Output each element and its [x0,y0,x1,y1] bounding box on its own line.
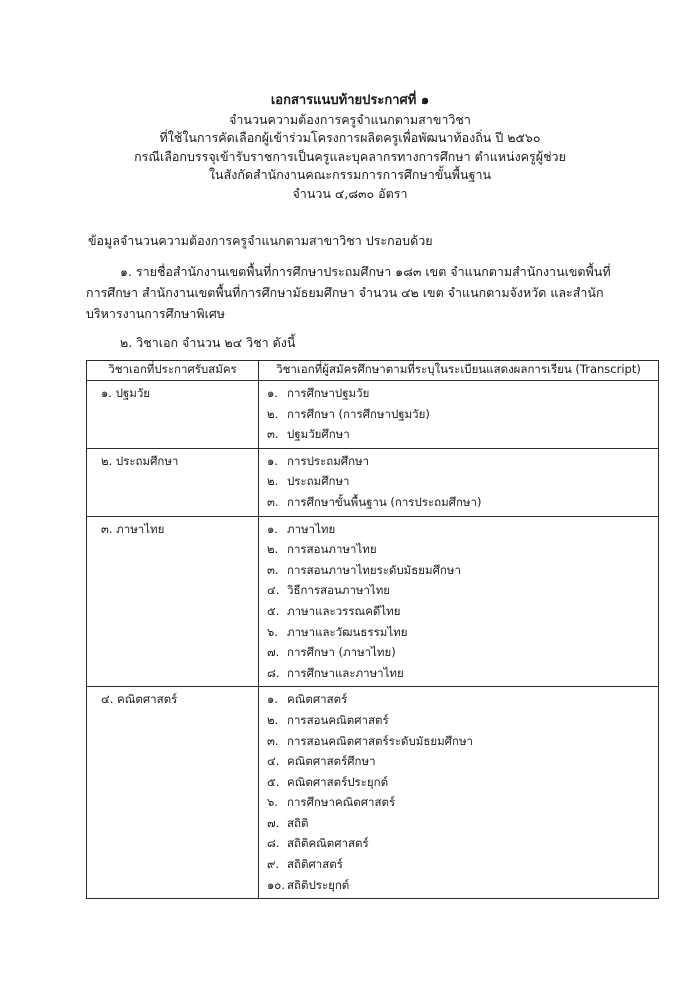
list-item: ๔. คณิตศาสตร์ศึกษา [267,754,376,769]
list-item: ๓. ปฐมวัยศึกษา [267,427,350,442]
item1-line: ๑. รายชื่อสำนักงานเขตพื้นที่การศึกษาประถมศึกษา ๑๘๓ เขต จำแนกตามสำนักงานเขตพื้นที่ [120,264,611,279]
category-label: ๔. คณิตศาสตร์ [101,692,178,707]
list-item: ๑. การประถมศึกษา [267,453,370,468]
table-row [87,516,659,687]
list-item: ๒. ประถมศึกษา [267,474,350,489]
table-row [87,687,659,899]
header-transcript-major: วิชาเอกที่ผู้สมัครศึกษาตามที่ระบุในระเบียนแสดงผลการเรียน (Transcript) [259,361,659,381]
heading-line: ในสังกัดสำนักงานคณะกรรมการการศึกษาขั้นพื้นฐาน [208,167,492,182]
list-item: ๑. คณิตศาสตร์ [267,692,348,707]
header-advertised-major: วิชาเอกที่ประกาศรับสมัคร [87,361,259,381]
list-item: ๓. การสอนภาษาไทยระดับมัธยมศึกษา [267,562,461,577]
list-item: ๗. การศึกษา (ภาษาไทย) [267,645,396,660]
document-title: เอกสารแนบท้ายประกาศที่ ๑ [270,93,430,108]
table-header-row [87,361,659,381]
list-item: ๕. คณิตศาสตร์ประยุกต์ [267,774,389,789]
list-item: ๘. การศึกษาและภาษาไทย [267,665,404,680]
category-label: ๑. ปฐมวัย [101,386,151,400]
list-item: ๓. การศึกษาขั้นพื้นฐาน (การประถมศึกษา) [267,494,482,509]
intro-paragraph: ข้อมูลจำนวนความต้องการครูจำแนกตามสาขาวิชา ประกอบด้วย [88,233,433,248]
list-item: ๑. การศึกษาปฐมวัย [267,386,370,400]
heading-line: จำนวน ๔,๘๓๐ อัตรา [292,185,408,201]
list-item: ๕. ภาษาและวรรณคดีไทย [267,603,401,618]
list-item: ๘. สถิติคณิตศาสตร์ [267,836,369,851]
document-heading [0,92,700,203]
list-item: ๖. ภาษาและวัฒนธรรมไทย [267,624,408,639]
table-row [87,448,659,516]
list-item: ๒. การศึกษา (การศึกษาปฐมวัย) [267,406,430,421]
item2-heading: ๒. วิชาเอก จำนวน ๒๔ วิชา ดังนี้ [120,335,296,350]
category-label: ๒. ประถมศึกษา [101,453,179,468]
list-item: ๗. สถิติ [267,815,309,830]
category-label: ๓. ภาษาไทย [101,521,165,536]
list-item: ๓. การสอนคณิตศาสตร์ระดับมัธยมศึกษา [267,733,473,748]
list-item: ๖. การศึกษาคณิตศาสตร์ [267,795,396,810]
list-item: ๒. การสอนภาษาไทย [267,542,377,557]
list-item: ๙. สถิติศาสตร์ [267,857,343,872]
list-item: ๔. วิธีการสอนภาษาไทย [267,583,391,598]
table-row [87,381,659,449]
item1-line: การศึกษา สำนักงานเขตพื้นที่การศึกษามัธยมศึกษา จำนวน ๔๒ เขต จำแนกตามจังหวัด และสำนัก [86,285,604,300]
item1-line: บริหารงานการศึกษาพิเศษ [86,306,226,321]
heading-line: จำนวนความต้องการครูจำแนกตามสาขาวิชา [229,111,471,127]
majors-table [86,360,659,899]
list-item: ๒. การสอนคณิตศาสตร์ [267,712,389,727]
list-item: ๑๐. สถิติประยุกต์ [267,877,350,892]
list-item: ๑. ภาษาไทย [267,521,336,536]
heading-line: กรณีเลือกบรรจุเข้ารับราชการเป็นครูและบุคลากรทางการศึกษา ตำแหน่งครูผู้ช่วย [134,148,566,164]
heading-line: ที่ใช้ในการคัดเลือกผู้เข้าร่วมโครงการผลิตครูเพื่อพัฒนาท้องถิ่น ปี ๒๕๖๐ [159,130,541,145]
